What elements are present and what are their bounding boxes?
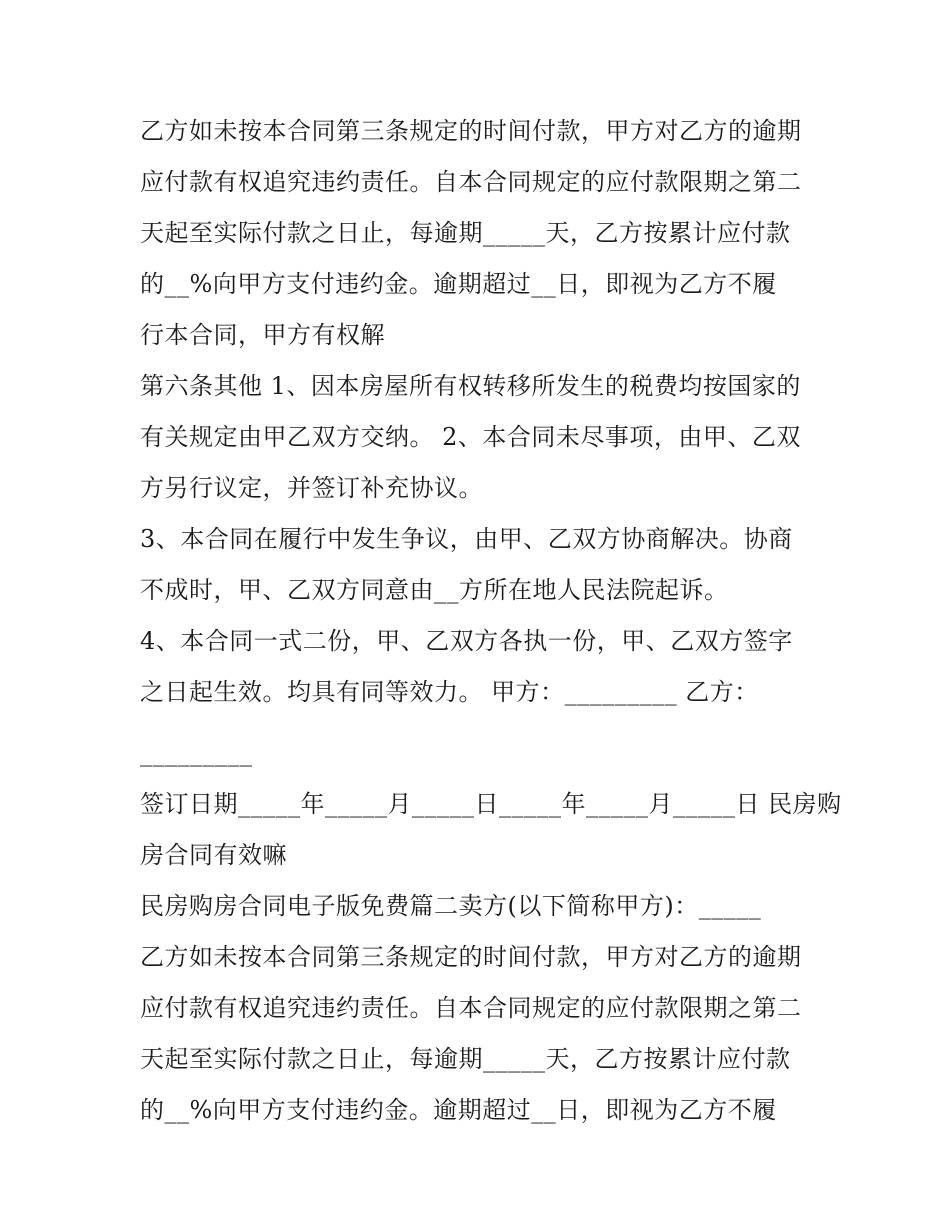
text-line: 签订日期_____年_____月_____日_____年_____月_____日 民房购: [140, 790, 842, 818]
text-line: 4、本合同一式二份，甲、乙双方各执一份，甲、乙双方签字: [140, 627, 793, 655]
text-line: 房合同有效嘛: [140, 841, 287, 869]
text-line: 应付款有权追究违约责任。自本合同规定的应付款限期之第二: [140, 994, 802, 1022]
signature-blank-line: _________: [140, 739, 253, 767]
paragraph-late-payment-repeat: [140, 932, 820, 1136]
paragraph-late-payment: [140, 106, 820, 361]
text-line: 3、本合同在履行中发生争议，由甲、乙双方协商解决。协商: [140, 525, 793, 553]
text-line: 天起至实际付款之日止，每逾期_____天，乙方按累计应付款: [140, 219, 791, 247]
document-page: [140, 106, 842, 1136]
text-line: 天起至实际付款之日止，每逾期_____天，乙方按累计应付款: [140, 1045, 791, 1073]
text-line: 不成时，甲、乙双方同意由__方所在地人民法院起诉。: [140, 576, 729, 604]
text-line: 的__%向甲方支付违约金。逾期超过__日，即视为乙方不履: [140, 270, 777, 298]
text-line: 民房购房合同电子版免费篇二卖方(以下简称甲方)：_____: [140, 892, 762, 920]
text-line: 方另行议定，并签订补充协议。: [140, 474, 483, 502]
paragraph-dispute-clause: [140, 514, 820, 616]
text-line: 乙方如未按本合同第三条规定的时间付款，甲方对乙方的逾期: [140, 943, 802, 971]
text-line: 应付款有权追究违约责任。自本合同规定的应付款限期之第二: [140, 168, 802, 196]
paragraph-copies-clause: [140, 616, 820, 779]
text-line: 行本合同，甲方有权解: [140, 321, 385, 349]
paragraph-section-two-heading: [140, 881, 820, 932]
paragraph-signing-date: [140, 779, 842, 881]
text-line: 有关规定由甲乙双方交纳。 2、本合同未尽事项，由甲、乙双: [140, 423, 801, 451]
text-line: 的__%向甲方支付违约金。逾期超过__日，即视为乙方不履: [140, 1096, 777, 1124]
paragraph-article-six: [140, 361, 820, 514]
text-line: 之日起生效。均具有同等效力。 甲方：_________ 乙方：: [140, 678, 759, 706]
text-line: 第六条其他 1、因本房屋所有权转移所发生的税费均按国家的: [140, 372, 801, 400]
text-line: 乙方如未按本合同第三条规定的时间付款，甲方对乙方的逾期: [140, 117, 802, 145]
